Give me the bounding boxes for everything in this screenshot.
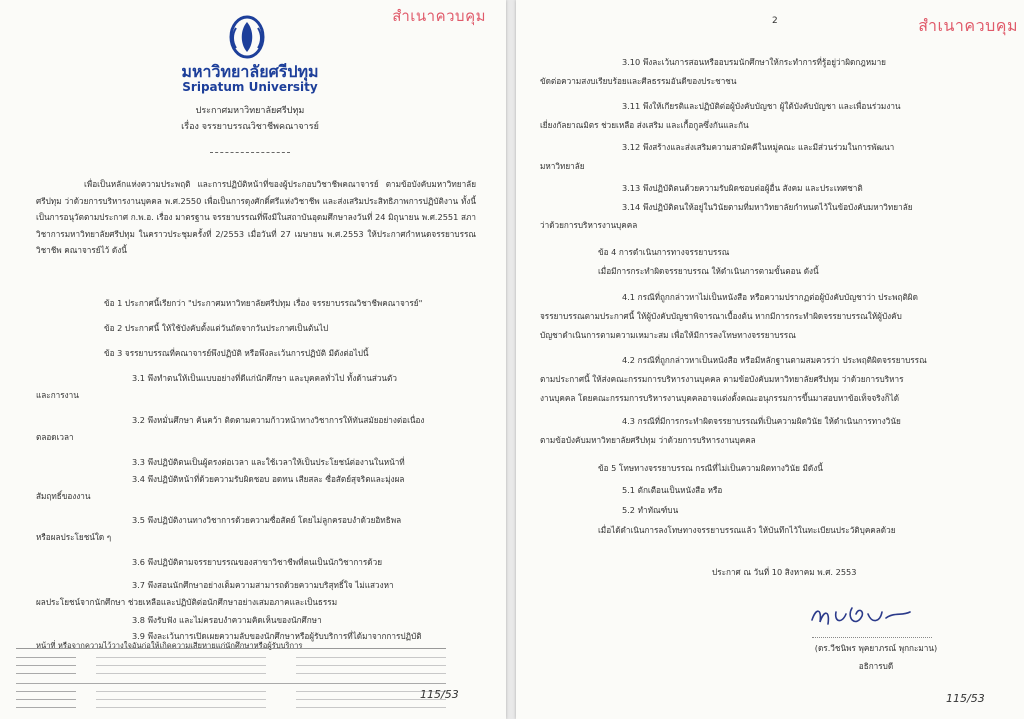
page-code: 115/53 — [420, 688, 459, 701]
clause-3-7-cont: ผลประโยชน์จากนักศึกษา ช่วยเหลือและปฏิบัติต่อนักศึกษาอย่างเสมอภาคและเป็นธรรม — [36, 597, 338, 607]
clause-5-1: 5.1 ตักเตือนเป็นหนังสือ หรือ — [622, 485, 723, 495]
clause-3-5-cont: หรือผลประโยชน์ใด ๆ — [36, 532, 112, 542]
clause-3-2-cont: ตลอดเวลา — [36, 432, 74, 442]
clause-4-1: 4.1 กรณีที่ถูกกล่าวหาไม่เป็นหนังสือ หรือความปรากฏต่อผู้บังคับบัญชาว่า ประพฤติผิด — [622, 292, 918, 302]
clause-3-7: 3.7 พึงสอนนักศึกษาอย่างเต็มความสามารถด้วยความบริสุทธิ์ใจ ไม่แสวงหา — [132, 580, 394, 590]
clause-3-4: 3.4 พึงปฏิบัติหน้าที่ด้วยความรับผิดชอบ อดทน เสียสละ ซื่อสัตย์สุจริตและมุ่งผล — [132, 474, 405, 484]
control-copy-stamp: สำเนาควบคุม — [918, 16, 1018, 35]
clause-3-9-cont: หน้าที่ หรือจากความไว้วางใจอันก่อให้เกิดความเสียหายแก่นักศึกษาหรือผู้รับบริการ — [36, 641, 303, 650]
clause-4-3-cont: ตามข้อบังคับมหาวิทยาลัยศรีปทุม ว่าด้วยการบริหารงานบุคคล — [540, 435, 756, 445]
clause-4-2-cont: ตามประกาศนี้ ให้ส่งคณะกรรมการบริหารงานบุคคล ตามข้อบังคับมหาวิทยาลัยศรีปทุม ว่าด้วยการบริหาร — [540, 374, 904, 384]
university-name-thai: มหาวิทยาลัยศรีปทุม — [181, 62, 319, 81]
signature-icon — [806, 598, 916, 632]
clause-3-4-cont: สัมฤทธิ์ของงาน — [36, 491, 91, 501]
signer-title: อธิการบดี — [858, 661, 894, 671]
clause-3-6: 3.6 พึงปฏิบัติตามจรรยาบรรณของสาขาวิชาชีพที่ตนเป็นนักวิชาการด้วย — [132, 557, 382, 567]
clause-4-1-cont2: บัญชาดำเนินการตามความเหมาะสม เพื่อให้มีการลงโทษทางจรรยาบรรณ — [540, 330, 796, 340]
clause-4-2-cont2: งานบุคคล โดยคณะกรรมการบริหารงานบุคคลอาจแต่งตั้งคณะอนุกรรมการขึ้นมาสอบหาข้อเท็จจริงก็ได้ — [540, 393, 900, 403]
clause-3-14: 3.14 พึงปฏิบัติตนให้อยู่ในวินัยตามที่มหาวิทยาลัยกำหนดไว้ในข้อบังคับมหาวิทยาลัย — [622, 202, 913, 212]
clause-5-2: 5.2 ทำทัณฑ์บน — [622, 505, 679, 515]
clause-3-11: 3.11 พึงให้เกียรติและปฏิบัติต่อผู้บังคับบัญชา ผู้ใต้บังคับบัญชา และเพื่อนร่วมงาน — [622, 101, 901, 111]
announcement-date: ประกาศ ณ วันที่ 10 สิงหาคม พ.ศ. 2553 — [712, 567, 857, 577]
clause-4-intro: เมื่อมีการกระทำผิดจรรยาบรรณ ให้ดำเนินการตามขั้นตอน ดังนี้ — [598, 266, 819, 276]
announcement-title: ประกาศมหาวิทยาลัยศรีปทุม — [195, 106, 305, 116]
address-footer — [16, 648, 446, 713]
clause-4: ข้อ 4 การดำเนินการทางจรรยาบรรณ — [598, 247, 730, 257]
announcement-heading — [150, 103, 350, 135]
divider — [210, 152, 290, 153]
clause-4-1-cont: จรรยาบรรณตามประกาศนี้ ให้ผู้บังคับบัญชาพิจารณาเบื้องต้น หากมีการกระทำผิดจรรยาบรรณให้ผู้บังคับ — [540, 311, 902, 321]
clause-3-1-cont: และการงาน — [36, 390, 79, 400]
clause-3-10-cont: ขัดต่อความสงบเรียบร้อยและศีลธรรมอันดีของประชาชน — [540, 76, 737, 86]
document-page-2 — [516, 0, 1024, 719]
clause-3-2: 3.2 พึงหมั่นศึกษา ค้นคว้า ติดตามความก้าวหน้าทางวิชาการให้ทันสมัยอย่างต่อเนื่อง — [132, 415, 425, 425]
document-page-1 — [0, 0, 506, 719]
control-copy-stamp: สำเนาควบคุม — [392, 7, 486, 25]
clause-5-note: เมื่อได้ดำเนินการลงโทษทางจรรยาบรรณแล้ว ให้บันทึกไว้ในทะเบียนประวัติบุคคลด้วย — [598, 525, 896, 535]
clause-3-12: 3.12 พึงสร้างและส่งเสริมความสามัคคีในหมู่คณะ และมีส่วนร่วมในการพัฒนา — [622, 142, 895, 152]
clause-3-8: 3.8 พึงรับฟัง และไม่ครอบงำความคิดเห็นของนักศึกษา — [132, 615, 322, 625]
announcement-subject: เรื่อง จรรยาบรรณวิชาชีพคณาจารย์ — [181, 122, 319, 132]
clause-2: ข้อ 2 ประกาศนี้ ให้ใช้บังคับตั้งแต่วันถัดจากวันประกาศเป็นต้นไป — [104, 323, 329, 333]
clause-3-5: 3.5 พึงปฏิบัติงานทางวิชาการด้วยความซื่อสัตย์ โดยไม่ลูกครอบงำด้วยอิทธิพล — [132, 515, 402, 525]
university-name-english: Sripatum University — [182, 80, 318, 94]
clause-4-3: 4.3 กรณีที่มีการกระทำผิดจรรยาบรรณที่เป็นความผิดวินัย ให้ดำเนินการทางวินัย — [622, 416, 901, 426]
clause-3-10: 3.10 พึงละเว้นการสอนหรืออบรมนักศึกษาให้กระทำการที่รู้อยู่ว่าผิดกฎหมาย — [622, 57, 886, 67]
clause-1: ข้อ 1 ประกาศนี้เรียกว่า "ประกาศมหาวิทยาลัยศรีปทุม เรื่อง จรรยาบรรณวิชาชีพคณาจารย์" — [104, 298, 423, 308]
clause-3-1: 3.1 พึงทำตนให้เป็นแบบอย่างที่ดีแก่นักศึกษา และบุคคลทั่วไป ทั้งด้านส่วนตัว — [132, 373, 397, 383]
clause-3-13: 3.13 พึงปฏิบัติตนด้วยความรับผิดชอบต่อผู้อื่น สังคม และประเทศชาติ — [622, 183, 863, 193]
clause-3-9: 3.9 พึงละเว้นการเปิดเผยความลับของนักศึกษาหรือผู้รับบริการที่ได้มาจากการปฏิบัติ — [132, 631, 422, 641]
page-code: 115/53 — [946, 692, 985, 705]
clause-3-12-cont: มหาวิทยาลัย — [540, 161, 585, 171]
clause-3-11-cont: เยี่ยงกัลยาณมิตร ช่วยเหลือ ส่งเสริม และเกื้อกูลซึ่งกันและกัน — [540, 120, 749, 130]
signer-name: (ดร.วีชนิพร พุคยาภรณ์ พุกกะมาน) — [814, 643, 938, 653]
clause-5: ข้อ 5 โทษทางจรรยาบรรณ กรณีที่ไม่เป็นความผิดทางวินัย มีดังนี้ — [598, 463, 823, 473]
intro-paragraph: เพื่อเป็นหลักแห่งความประพฤติ และการปฏิบัติหน้าที่ของผู้ประกอบวิชาชีพคณาจารย์ ตามข้อบังคับมหาวิทยาลัยศรีปทุม ว่าด้วยการบริหารงานบุคคล พ.ศ.2550 เพื่อเป็นการดุงศักดิ์ศรีแห่งวิชาชีพ และส่งเสริมประสิทธิภาพการปฏิบัติงาน ทั้งนี้เป็นการอนุวัตตามประกาศ ก.พ.อ. เรื่อง มาตรฐาน จรรยาบรรณที่พึงมีในสถาบันอุดมศึกษาลงวันที่ 24 มิถุนายน พ.ศ.2551 สภาวิชาการมหาวิทยาลัยศรีปทุม ในคราวประชุมครั้งที่ 2/2553 เมื่อวันที่ 27 เมษายน พ.ศ.2553 ให้ประกาศกำหนดจรรยาบรรณวิชาชีพ คณาจารย์ไว้ ดังนี้ — [36, 179, 476, 255]
clause-3-3: 3.3 พึงปฏิบัติตนเป็นผู้ตรงต่อเวลา และใช้เวลาให้เป็นประโยชน์ต่องานในหน้าที่ — [132, 457, 405, 467]
clause-4-2: 4.2 กรณีที่ถูกกล่าวหาเป็นหนังสือ หรือมีหลักฐานตามสมควรว่า ประพฤติผิดจรรยาบรรณ — [622, 355, 927, 365]
clause-3: ข้อ 3 จรรยาบรรณที่คณาจารย์พึงปฏิบัติ หรือพึงละเว้นการปฏิบัติ มีดังต่อไปนี้ — [104, 348, 369, 358]
clause-3-14-cont: ว่าด้วยการบริหารงานบุคคล — [540, 220, 638, 230]
page-number: 2 — [772, 16, 778, 26]
signature-line — [812, 637, 932, 638]
sripatum-emblem-icon — [216, 14, 278, 60]
